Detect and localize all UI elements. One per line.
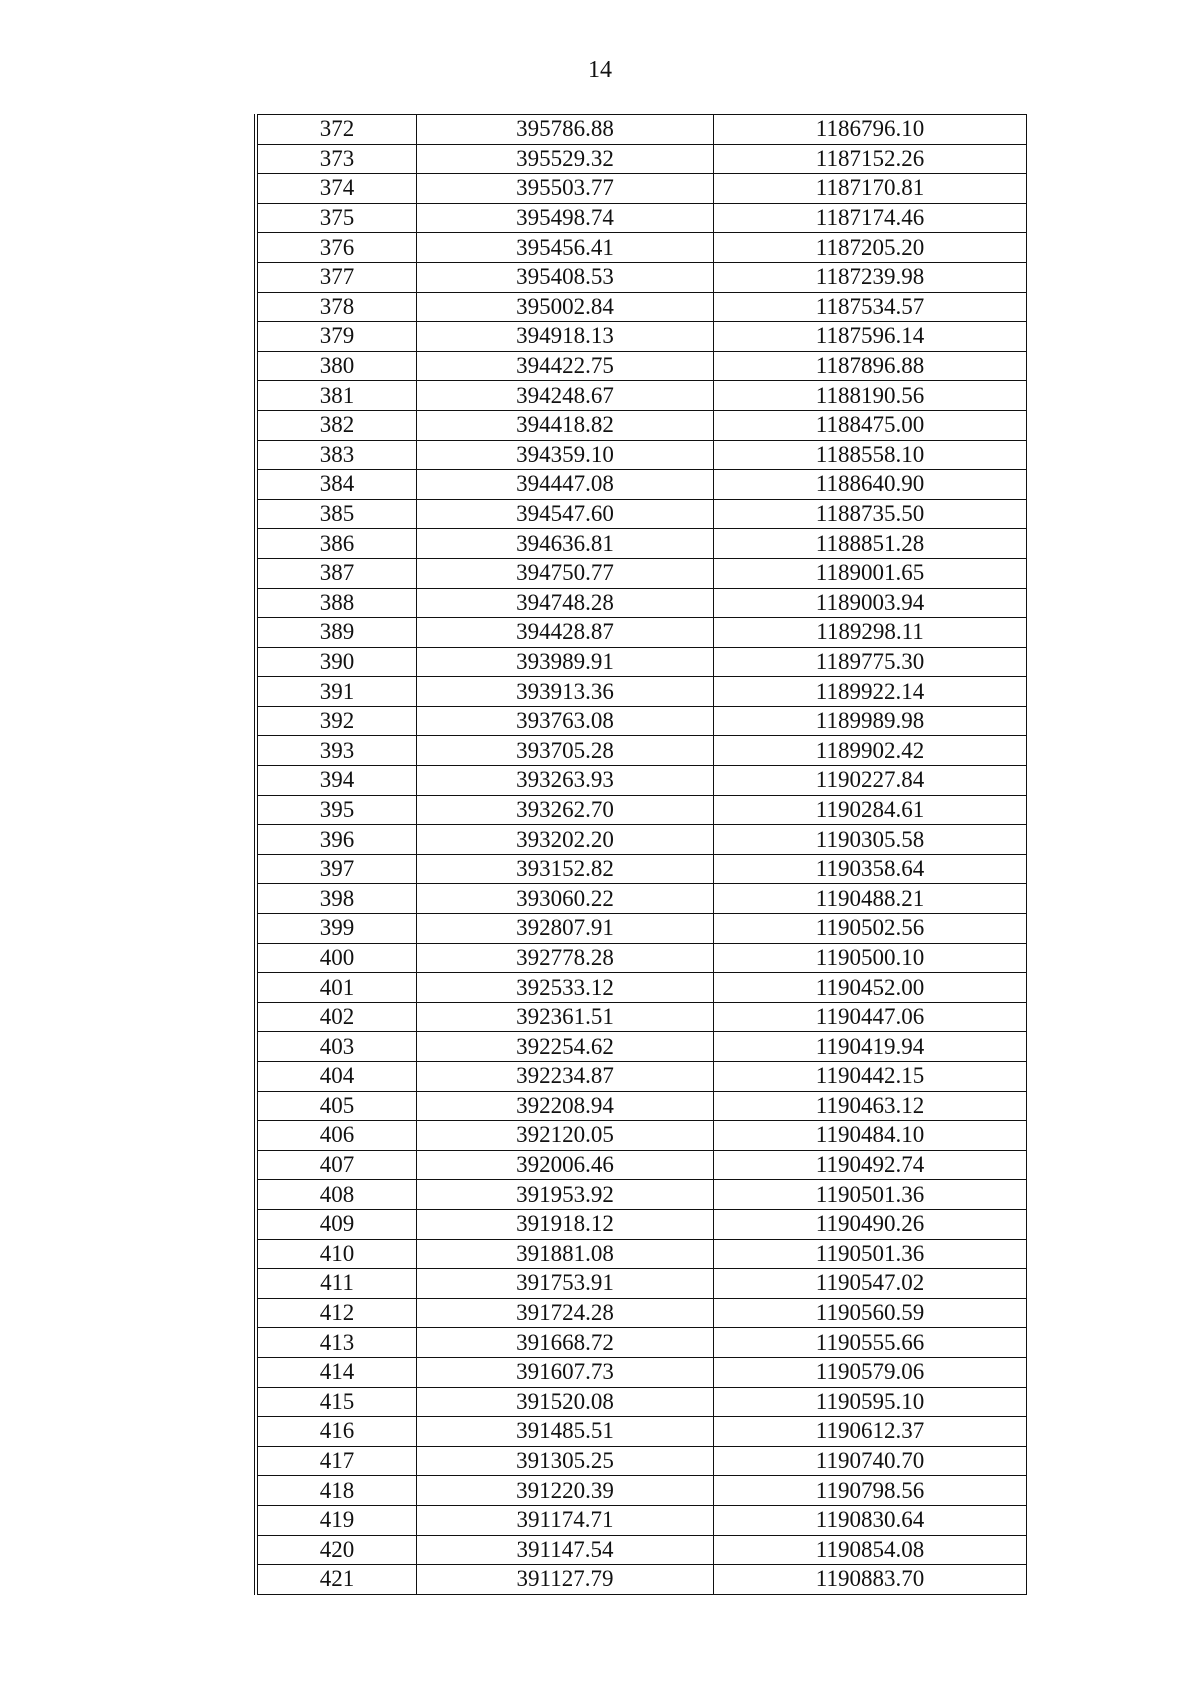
table-row [258,1417,1027,1447]
x-coordinate-cell: 392361.51 [417,1002,714,1032]
point-number-cell: 391 [258,677,417,707]
point-number-cell: 408 [258,1180,417,1210]
table-row [258,115,1027,145]
point-number-cell: 395 [258,795,417,825]
x-coordinate-cell: 391305.25 [417,1446,714,1476]
point-number-cell: 419 [258,1505,417,1535]
table-row [258,1269,1027,1299]
point-number-cell: 414 [258,1357,417,1387]
coordinates-table-container [254,114,1028,1595]
y-coordinate-cell: 1187170.81 [714,174,1027,204]
coordinates-table [258,114,1027,1595]
table-row [258,973,1027,1003]
table-row [258,914,1027,944]
table-row [258,381,1027,411]
point-number-cell: 393 [258,736,417,766]
point-number-cell: 415 [258,1387,417,1417]
table-row [258,618,1027,648]
table-row [258,1121,1027,1151]
table-row [258,766,1027,796]
y-coordinate-cell: 1189003.94 [714,588,1027,618]
y-coordinate-cell: 1189775.30 [714,647,1027,677]
y-coordinate-cell: 1189902.42 [714,736,1027,766]
table-row [258,1446,1027,1476]
x-coordinate-cell: 394359.10 [417,440,714,470]
table-row [258,1357,1027,1387]
y-coordinate-cell: 1187596.14 [714,322,1027,352]
y-coordinate-cell: 1190555.66 [714,1328,1027,1358]
table-row [258,1180,1027,1210]
y-coordinate-cell: 1190854.08 [714,1535,1027,1565]
y-coordinate-cell: 1190490.26 [714,1209,1027,1239]
x-coordinate-cell: 394422.75 [417,351,714,381]
point-number-cell: 394 [258,766,417,796]
y-coordinate-cell: 1188190.56 [714,381,1027,411]
x-coordinate-cell: 394918.13 [417,322,714,352]
x-coordinate-cell: 393263.93 [417,766,714,796]
x-coordinate-cell: 391953.92 [417,1180,714,1210]
x-coordinate-cell: 392120.05 [417,1121,714,1151]
x-coordinate-cell: 391724.28 [417,1298,714,1328]
y-coordinate-cell: 1190560.59 [714,1298,1027,1328]
y-coordinate-cell: 1190492.74 [714,1150,1027,1180]
table-row [258,1505,1027,1535]
x-coordinate-cell: 391918.12 [417,1209,714,1239]
y-coordinate-cell: 1190740.70 [714,1446,1027,1476]
page-number: 14 [588,57,612,83]
point-number-cell: 383 [258,440,417,470]
y-coordinate-cell: 1190612.37 [714,1417,1027,1447]
table-row [258,825,1027,855]
y-coordinate-cell: 1190501.36 [714,1180,1027,1210]
table-row [258,529,1027,559]
point-number-cell: 403 [258,1032,417,1062]
y-coordinate-cell: 1190883.70 [714,1565,1027,1595]
y-coordinate-cell: 1190227.84 [714,766,1027,796]
table-row [258,1387,1027,1417]
table-row [258,1298,1027,1328]
y-coordinate-cell: 1190579.06 [714,1357,1027,1387]
y-coordinate-cell: 1189001.65 [714,558,1027,588]
y-coordinate-cell: 1190419.94 [714,1032,1027,1062]
point-number-cell: 392 [258,706,417,736]
x-coordinate-cell: 394748.28 [417,588,714,618]
point-number-cell: 404 [258,1062,417,1092]
point-number-cell: 407 [258,1150,417,1180]
x-coordinate-cell: 391127.79 [417,1565,714,1595]
x-coordinate-cell: 391174.71 [417,1505,714,1535]
coordinates-table-body [258,115,1027,1595]
point-number-cell: 410 [258,1239,417,1269]
x-coordinate-cell: 391881.08 [417,1239,714,1269]
table-row [258,677,1027,707]
point-number-cell: 378 [258,292,417,322]
x-coordinate-cell: 391147.54 [417,1535,714,1565]
point-number-cell: 406 [258,1121,417,1151]
point-number-cell: 382 [258,410,417,440]
point-number-cell: 421 [258,1565,417,1595]
table-row [258,351,1027,381]
y-coordinate-cell: 1189922.14 [714,677,1027,707]
y-coordinate-cell: 1190463.12 [714,1091,1027,1121]
y-coordinate-cell: 1190798.56 [714,1476,1027,1506]
x-coordinate-cell: 395503.77 [417,174,714,204]
point-number-cell: 420 [258,1535,417,1565]
x-coordinate-cell: 391520.08 [417,1387,714,1417]
y-coordinate-cell: 1190830.64 [714,1505,1027,1535]
x-coordinate-cell: 392533.12 [417,973,714,1003]
point-number-cell: 400 [258,943,417,973]
y-coordinate-cell: 1186796.10 [714,115,1027,145]
y-coordinate-cell: 1190595.10 [714,1387,1027,1417]
table-row [258,1328,1027,1358]
point-number-cell: 374 [258,174,417,204]
point-number-cell: 386 [258,529,417,559]
y-coordinate-cell: 1190500.10 [714,943,1027,973]
x-coordinate-cell: 393152.82 [417,854,714,884]
y-coordinate-cell: 1190305.58 [714,825,1027,855]
point-number-cell: 384 [258,470,417,500]
x-coordinate-cell: 394428.87 [417,618,714,648]
point-number-cell: 411 [258,1269,417,1299]
point-number-cell: 389 [258,618,417,648]
table-row [258,854,1027,884]
y-coordinate-cell: 1188851.28 [714,529,1027,559]
x-coordinate-cell: 392234.87 [417,1062,714,1092]
table-row [258,144,1027,174]
table-row [258,292,1027,322]
x-coordinate-cell: 395002.84 [417,292,714,322]
point-number-cell: 387 [258,558,417,588]
point-number-cell: 396 [258,825,417,855]
point-number-cell: 416 [258,1417,417,1447]
x-coordinate-cell: 394636.81 [417,529,714,559]
y-coordinate-cell: 1190501.36 [714,1239,1027,1269]
y-coordinate-cell: 1189298.11 [714,618,1027,648]
point-number-cell: 380 [258,351,417,381]
x-coordinate-cell: 395529.32 [417,144,714,174]
point-number-cell: 372 [258,115,417,145]
y-coordinate-cell: 1190547.02 [714,1269,1027,1299]
x-coordinate-cell: 393262.70 [417,795,714,825]
point-number-cell: 375 [258,203,417,233]
x-coordinate-cell: 392254.62 [417,1032,714,1062]
point-number-cell: 413 [258,1328,417,1358]
y-coordinate-cell: 1188640.90 [714,470,1027,500]
point-number-cell: 398 [258,884,417,914]
x-coordinate-cell: 393060.22 [417,884,714,914]
y-coordinate-cell: 1188735.50 [714,499,1027,529]
x-coordinate-cell: 394750.77 [417,558,714,588]
x-coordinate-cell: 391220.39 [417,1476,714,1506]
x-coordinate-cell: 392006.46 [417,1150,714,1180]
point-number-cell: 376 [258,233,417,263]
x-coordinate-cell: 393202.20 [417,825,714,855]
point-number-cell: 409 [258,1209,417,1239]
y-coordinate-cell: 1190284.61 [714,795,1027,825]
table-row [258,943,1027,973]
x-coordinate-cell: 394547.60 [417,499,714,529]
table-row [258,1565,1027,1595]
point-number-cell: 418 [258,1476,417,1506]
y-coordinate-cell: 1187239.98 [714,262,1027,292]
x-coordinate-cell: 393913.36 [417,677,714,707]
x-coordinate-cell: 391607.73 [417,1357,714,1387]
point-number-cell: 405 [258,1091,417,1121]
point-number-cell: 402 [258,1002,417,1032]
y-coordinate-cell: 1190484.10 [714,1121,1027,1151]
point-number-cell: 417 [258,1446,417,1476]
table-row [258,706,1027,736]
table-row [258,499,1027,529]
point-number-cell: 390 [258,647,417,677]
y-coordinate-cell: 1190502.56 [714,914,1027,944]
y-coordinate-cell: 1190442.15 [714,1062,1027,1092]
x-coordinate-cell: 391668.72 [417,1328,714,1358]
table-row [258,203,1027,233]
y-coordinate-cell: 1190447.06 [714,1002,1027,1032]
table-row [258,1535,1027,1565]
y-coordinate-cell: 1190358.64 [714,854,1027,884]
x-coordinate-cell: 392208.94 [417,1091,714,1121]
table-row [258,322,1027,352]
table-row [258,795,1027,825]
point-number-cell: 381 [258,381,417,411]
table-row [258,558,1027,588]
table-row [258,410,1027,440]
table-row [258,588,1027,618]
y-coordinate-cell: 1188475.00 [714,410,1027,440]
x-coordinate-cell: 392778.28 [417,943,714,973]
y-coordinate-cell: 1187152.26 [714,144,1027,174]
x-coordinate-cell: 394248.67 [417,381,714,411]
x-coordinate-cell: 395408.53 [417,262,714,292]
table-row [258,1239,1027,1269]
point-number-cell: 388 [258,588,417,618]
y-coordinate-cell: 1188558.10 [714,440,1027,470]
x-coordinate-cell: 391753.91 [417,1269,714,1299]
table-row [258,1209,1027,1239]
table-row [258,440,1027,470]
table-row [258,262,1027,292]
point-number-cell: 379 [258,322,417,352]
table-row [258,233,1027,263]
point-number-cell: 373 [258,144,417,174]
y-coordinate-cell: 1190452.00 [714,973,1027,1003]
x-coordinate-cell: 395456.41 [417,233,714,263]
point-number-cell: 377 [258,262,417,292]
y-coordinate-cell: 1190488.21 [714,884,1027,914]
y-coordinate-cell: 1187896.88 [714,351,1027,381]
point-number-cell: 399 [258,914,417,944]
x-coordinate-cell: 394447.08 [417,470,714,500]
y-coordinate-cell: 1189989.98 [714,706,1027,736]
table-row [258,1062,1027,1092]
table-row [258,736,1027,766]
x-coordinate-cell: 393989.91 [417,647,714,677]
point-number-cell: 397 [258,854,417,884]
point-number-cell: 385 [258,499,417,529]
x-coordinate-cell: 394418.82 [417,410,714,440]
x-coordinate-cell: 395498.74 [417,203,714,233]
y-coordinate-cell: 1187174.46 [714,203,1027,233]
table-row [258,1150,1027,1180]
x-coordinate-cell: 393705.28 [417,736,714,766]
table-row [258,470,1027,500]
table-row [258,884,1027,914]
table-row [258,1032,1027,1062]
point-number-cell: 412 [258,1298,417,1328]
table-row [258,1476,1027,1506]
table-row [258,647,1027,677]
y-coordinate-cell: 1187534.57 [714,292,1027,322]
y-coordinate-cell: 1187205.20 [714,233,1027,263]
table-row [258,1002,1027,1032]
table-row [258,174,1027,204]
x-coordinate-cell: 395786.88 [417,115,714,145]
table-row [258,1091,1027,1121]
x-coordinate-cell: 392807.91 [417,914,714,944]
point-number-cell: 401 [258,973,417,1003]
x-coordinate-cell: 391485.51 [417,1417,714,1447]
x-coordinate-cell: 393763.08 [417,706,714,736]
